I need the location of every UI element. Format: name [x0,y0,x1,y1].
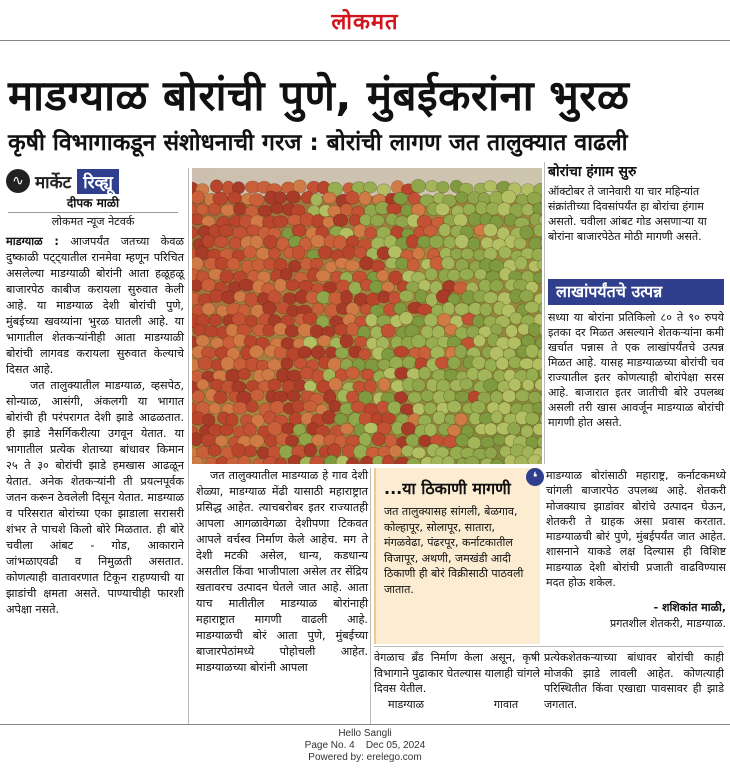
berry [396,257,409,269]
berry [329,378,343,391]
berry [214,391,228,403]
berry [496,357,509,370]
berry [502,390,516,403]
berry [265,435,278,447]
quote-author: - शशिकांत माळी, [653,601,726,614]
berry [480,436,495,448]
berry [192,390,204,402]
berry [335,347,349,358]
berry [346,323,358,336]
berry [490,280,504,292]
badge-label-market: मार्केट [35,172,72,193]
berry [256,247,270,260]
berry [233,402,248,414]
berry [424,225,438,236]
berry [345,191,359,204]
berry [197,379,209,390]
section-divider [374,646,724,647]
berry [286,280,299,291]
paragraph-continued: माडग्याळ गावात [388,697,519,711]
berry [271,203,284,214]
paragraph: जत तालुक्यातील माडग्याळ, व्हसपेठ, सोन्याळ, आसंगी, अंकलगी या भागात बोरांची ही परंपरागत देशी झाडे आढळतात. ही झाडे नैसर्गिकरीत्या उगवून येतात. या भागातील प्रत्येक शेताच्या बांधावर किमान २५ ते ३० बोरांची झाडे हमखास आढळून येतात. अनेक शेतकऱ्यांनी ती प्रयत्नपूर्वक जतन करून ठेवलेली दिसून येतात. माडग्याळ व परिसरात बोरांच्या एका झाडाला सरासरी शंभर ते पाचशे किलो बोरे मिळतात. ही बोरे चवीला आंबट - गोड, आकाराने जांभळाएवढी व निमुळती असतात. कोणत्याही वातावरणात टिकून राहण्याची या झाडांची क्षमता असते. पाण्याचीही फारशी अपेक्षा नसते. [6,379,184,616]
article-column-2: जत तालुक्यातील माडग्याळ हे गाव देशी शेळ्या, माडग्याळ मेंढी यासाठी महाराष्ट्रात प्रसिद्ध आहेत. त्याचबरोबर इतर राज्यातही आपला आगळावेगळा देशीपणा टिकवत आपले वर्चस्व निर्माण केले आहेच. मग ते देशी मटकी असेल, धान्य, कडधान्य असतील किंवा भाजीपाला असेल तर सेंद्रिय खतावरच उत्पादन घेतले जात आहे. आता याच मातीतील माडग्याळ बोरांनाही महाराष्ट्रात मागणी वाढली आहे. माडग्याळची बोरं आता पुणे, मुंबईच्या बाजारपेठांमध्ये पोहोचली आहेत. माडग्याळच्या बोरांनी आपला [196,469,368,674]
berry [456,434,469,447]
page-bottom-rule [0,724,730,725]
berry [532,248,542,261]
headline: माडग्याळ बोरांची पुणे, मुंबईकरांना भुरळ [8,71,630,120]
berry [192,432,202,446]
berry [312,303,324,315]
column-divider [188,168,189,724]
berry [484,423,497,436]
income-heading: लाखांपर्यंतचे उत्पन्न [548,279,724,305]
berry [515,390,530,402]
berry [351,401,366,412]
masthead-rule [0,40,730,41]
berry [411,179,425,193]
demand-places-text: जत तालुक्यासह सांगली, बेळगाव, कोल्हापूर, सोलापूर, सातारा, मंगळवेढा, पंढरपूर, कर्नाटकातील विजापूर, अथणी, जमखंडी आदी ठिकाणी ही बोरं विक्रीसाठी पाठवली जातात. [384,505,524,596]
berry [209,403,221,414]
berry [262,369,275,381]
berry [220,424,234,436]
berry [506,325,518,338]
berry [201,279,215,292]
berry [340,423,353,434]
jujube-photo [192,168,542,464]
berry [435,357,449,369]
berry [388,246,402,259]
berry [196,204,208,215]
berry [316,270,331,282]
column-divider [544,162,545,464]
berry [461,248,474,260]
footer-page-date: Page No. 4 Dec 05, 2024 [304,740,426,751]
berry [244,423,257,436]
berry [525,412,539,425]
berry [252,259,265,272]
berry [361,369,375,380]
berry [192,191,205,204]
berry [210,180,223,193]
berry [526,344,539,358]
berry [232,381,246,393]
berry [408,392,422,403]
berry [520,225,534,239]
berry [448,356,461,369]
berry [378,378,390,392]
berry [192,280,202,292]
berry [274,347,287,359]
berry [394,346,409,357]
berry [533,203,542,215]
berry [209,314,222,327]
demand-places-title: ...या ठिकाणी मागणी [384,479,511,498]
section-badge [6,167,186,195]
berry [433,411,446,424]
berry [429,235,444,248]
berry [455,391,470,402]
berry [381,324,395,337]
badge-label-review: रिव्ह्यू [77,169,119,194]
berry [209,290,223,303]
berry [214,236,228,248]
berry [443,435,457,447]
berry [239,279,254,291]
berry [443,390,456,402]
berry [412,447,426,459]
newspaper-logo: लोकमत [331,10,399,35]
berry [377,184,390,195]
berry [359,433,371,447]
berry [274,192,287,204]
berry [407,258,419,271]
berry [303,401,317,412]
chart-circle-icon: ∿ [6,169,30,193]
berry [525,301,540,313]
berry [274,278,287,292]
berry [455,192,468,204]
berry [483,292,498,304]
berry [424,313,438,327]
berry [264,235,278,248]
berry [522,204,534,216]
berry [520,290,534,302]
berry [389,445,402,457]
berry [220,270,234,283]
berry [365,227,377,239]
berry [213,192,228,205]
berry [412,248,424,260]
berry [365,314,378,327]
berry [510,312,523,324]
demand-places-box [374,468,540,644]
berry [491,411,503,424]
berry [246,401,258,413]
berry [447,269,460,281]
column-divider [370,468,371,724]
berry [444,236,457,249]
berry [292,224,306,237]
berry [311,235,325,248]
berry [286,191,300,203]
paragraph: वेगळाच ब्रँड निर्माण केला असून, कृषी विभागाने पुढाकार घेतल्यास यालाही चांगले दिवस येतील. [374,651,540,695]
berry [435,203,449,216]
berry [408,192,420,204]
berry [329,401,342,412]
byline-rule [8,212,178,213]
masthead [0,0,730,40]
quote-text: माडग्याळ बोरांसाठी महाराष्ट्र, कर्नाटकमध्ये चांगली बाजारपेठ उपलब्ध आहे. शेतकरी मोजक्याच झाडांवर बोरांचे उत्पादन घेऊन, शेतकरी ते ग्राहक असा प्रवास करतात. माडग्याळची बोरं पुणे, मुंबईपर्यंत जात आहेत. शासनाने याकडे लक्ष दिल्यास ही विशिष्ट माडग्याळ देशी बोरांची प्रजाती वाढविण्यास मदत होऊ शकेल. [546,469,726,590]
dateline: माडग्याळ : [6,235,59,248]
berry [514,238,527,249]
berry [459,269,473,281]
berry [341,290,353,304]
berry [441,257,454,270]
subheadline: कृषी विभागाकडून संशोधनाची गरज : बोरांची लागण जत तालुक्यात वाढली [8,130,628,156]
berry [343,245,356,259]
agency-credit: लोकमत न्यूज नेटवर्क [51,215,135,228]
berry [292,246,305,260]
farmer-quote [526,468,726,642]
berry [377,270,389,282]
berry [333,214,348,227]
berry [322,410,336,424]
berry [447,400,461,412]
berry [484,181,497,192]
berry [251,389,265,401]
berry [238,369,251,380]
berry [455,234,469,248]
berry [501,190,516,204]
berry [485,447,497,459]
berry [372,433,385,446]
quote-author-role: प्रगतशील शेतकरी, माडग्याळ. [609,617,726,630]
berry [221,204,235,216]
income-text: सध्या या बोरांना प्रतिकिलो ८० ते ९० रुपये इतका दर मिळत असल्याने शेतकऱ्यांना कमी खर्चात पन्नास ते एक लाखांपर्यंतचे उत्पन्न मिळत आहे. यासह माडग्याळच्या बोरांची चव राज्यातील इतर कोणत्याही बोरांपेक्षा सरस आहे. बाजारात इतर जातीची बोरे उपलब्ध असली तरी खास आवर्जून माडग्याळ बोरांची मागणी होत असते. [548,311,724,429]
berry [273,216,288,228]
berry [474,269,487,280]
berry [454,413,467,426]
berry [402,356,416,369]
berry [460,378,473,389]
season-text: ऑक्टोबर ते जानेवारी या चार महिन्यांत संक्रांतीच्या दिवसांपर्यंत हा बोरांचा हंगाम असतो. चवीला आंबट गोड असणाऱ्या या बोरांना बाजारपेठेत मोठी मागणी असते. [548,185,707,243]
berry [281,358,293,370]
berry [453,214,467,227]
berry [244,446,256,457]
berry [298,346,312,358]
berry [310,194,322,207]
berry [387,203,402,214]
berry [480,303,492,316]
berry [208,203,221,215]
berry [202,303,215,316]
berry [318,335,331,347]
berry [411,335,426,349]
footer-edition: Hello Sangli [338,728,392,739]
article-column-1 [6,234,184,618]
quote-icon: ❛ [526,468,544,486]
berry [401,422,415,435]
berry [346,435,360,446]
berry [412,379,425,392]
berry [378,291,390,303]
berry [421,390,434,402]
berry [493,434,506,445]
article-column-4: प्रत्येकशेतकऱ्याच्या बांधावर बोरांची काही मोजकी झाडे लावली आहेत. कोणत्याही परिस्थितीत किंवा एखाद्या पावसावर ही झाडे जगतात. [544,651,724,711]
berry [228,192,242,204]
berry [198,357,213,371]
berry [263,324,275,336]
berry [437,181,449,192]
berries-illustration [192,168,542,464]
season-box [548,162,724,244]
berry [393,192,407,205]
berry [359,192,371,206]
berry [364,423,378,434]
footer-powered-by: Powered by: erelego.com [308,752,422,763]
berry [370,215,385,227]
berry [268,379,281,391]
berry [318,246,332,259]
berry [358,349,370,360]
berry [268,248,280,259]
berry [299,280,313,291]
berry [193,324,206,335]
berry [215,257,229,270]
byline: दीपक माळी [66,196,120,210]
berry [508,423,521,436]
berry [250,194,265,207]
berry [202,234,215,248]
berry [483,223,497,236]
berry [304,443,317,456]
berry [353,224,366,238]
berry [473,335,485,347]
berry [249,345,263,358]
berry [419,367,431,380]
page-footer [0,728,730,764]
berry [346,367,360,379]
berry [258,205,272,216]
berry [233,203,246,216]
berry [467,367,479,380]
berry [340,335,353,348]
berry [399,312,413,325]
berry [208,444,221,456]
season-title: बोरांचा हंगाम सुरु [548,164,637,180]
berry [499,246,512,258]
berry [406,235,418,249]
berry [334,324,348,336]
berry [219,225,234,237]
berry [522,379,534,391]
berry [323,192,336,204]
berry [243,246,257,258]
berry [467,437,481,450]
berry [234,291,247,302]
article-column-3 [374,650,540,712]
berry [425,268,438,281]
berry [227,258,240,271]
berry [346,391,359,403]
berry [310,258,323,269]
berry [304,381,316,393]
paragraph [6,234,184,378]
berry [439,224,451,237]
paragraph-text: आजपर्यंत जतच्या केवळ दुष्काळी पट्ट्यातील रानमेवा म्हणून परिचित असलेल्या माडग्याळी बोरांनी आता हळूहळू बाजारपेठ काबीज करायला सुरुवात केली आहे. या माडग्याळ देशी बोरांची पुणे, मुंबईच्या खवय्यांना भुरळ घातली आहे. या भागातील शेतकऱ्यांनीही आता माडग्याळी बोरांची लागवड करायला सुरुवात केल्याचे दिसत आहे. [6,235,184,376]
berry [221,357,235,371]
berry [399,290,414,302]
berry [515,256,528,270]
berry [353,381,366,392]
berry [345,260,360,272]
berry [229,237,241,249]
berry [509,378,521,391]
berry [196,335,210,347]
berry [471,401,486,414]
berry [483,379,498,392]
berry [285,325,299,337]
